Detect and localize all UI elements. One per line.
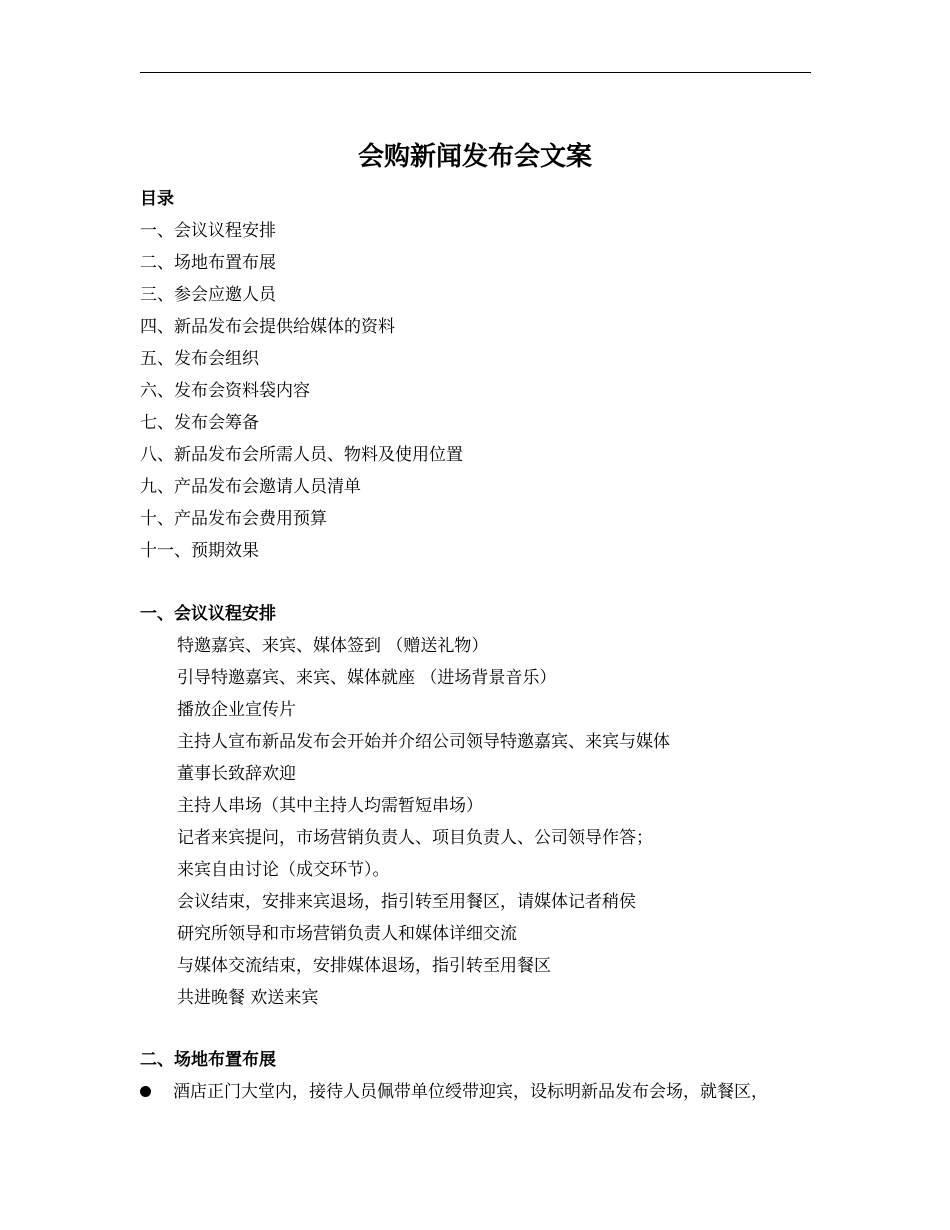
toc-item: 六、发布会资料袋内容: [140, 381, 310, 401]
header-rule: [140, 72, 811, 73]
section-heading: 一、会议议程安排: [140, 604, 276, 624]
document-title: 会购新闻发布会文案: [357, 142, 592, 172]
bullet-dot-icon: [140, 1086, 151, 1097]
section-agenda: [140, 598, 820, 1014]
toc-list: [140, 215, 820, 567]
agenda-item: 董事长致辞欢迎: [177, 764, 296, 784]
agenda-item: 研究所领导和市场营销负责人和媒体详细交流: [177, 924, 517, 944]
section-heading: 二、场地布置布展: [140, 1050, 276, 1070]
toc-item: 一、会议议程安排: [140, 221, 276, 241]
agenda-item: 主持人串场（其中主持人均需暂短串场）: [177, 796, 483, 816]
section-venue-layout: [140, 1044, 820, 1108]
toc-item: 三、参会应邀人员: [140, 285, 276, 305]
toc-item: 十一、预期效果: [140, 541, 259, 561]
bullet-item: [140, 1076, 820, 1108]
toc-item: 五、发布会组织: [140, 349, 259, 369]
toc-item: 二、场地布置布展: [140, 253, 276, 273]
agenda-item: 特邀嘉宾、来宾、媒体签到 （赠送礼物）: [177, 636, 489, 656]
bullet-text: 酒店正门大堂内，接待人员佩带单位绶带迎宾，设标明新品发布会场，就餐区，: [173, 1082, 768, 1102]
agenda-item: 主持人宣布新品发布会开始并介绍公司领导特邀嘉宾、来宾与媒体: [177, 732, 670, 752]
agenda-item: 播放企业宣传片: [177, 700, 296, 720]
agenda-item: 引导特邀嘉宾、来宾、媒体就座 （进场背景音乐）: [177, 668, 557, 688]
agenda-item: 共进晚餐 欢送来宾: [177, 988, 319, 1008]
toc-heading: 目录: [140, 189, 174, 209]
toc-item: 八、新品发布会所需人员、物料及使用位置: [140, 445, 463, 465]
agenda-item: 与媒体交流结束，安排媒体退场，指引转至用餐区: [177, 956, 551, 976]
agenda-list: [140, 630, 820, 1014]
toc-item: 四、新品发布会提供给媒体的资料: [140, 317, 395, 337]
table-of-contents: [140, 183, 820, 567]
bullet-list: [140, 1076, 820, 1108]
agenda-item: 记者来宾提问，市场营销负责人、项目负责人、公司领导作答；: [177, 828, 653, 848]
toc-item: 九、产品发布会邀请人员清单: [140, 477, 361, 497]
agenda-item: 来宾自由讨论（成交环节）。: [177, 860, 390, 880]
toc-item: 十、产品发布会费用预算: [140, 509, 327, 529]
agenda-item: 会议结束，安排来宾退场，指引转至用餐区，请媒体记者稍侯: [177, 892, 636, 912]
toc-item: 七、发布会筹备: [140, 413, 259, 433]
